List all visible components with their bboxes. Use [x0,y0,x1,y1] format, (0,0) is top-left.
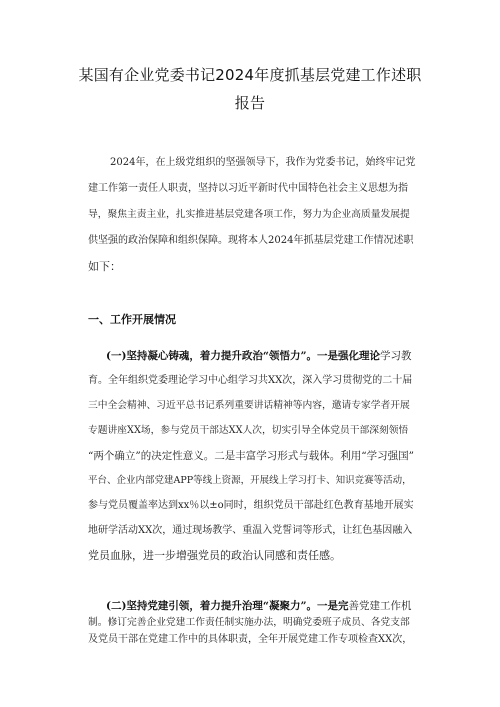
intro-line: 导，聚焦主责主业，扎实推进基层党建各项工作，努力为企业高质量发展提 [88,209,410,220]
subsection-1-lead-tail: 学习教 [380,350,412,362]
subsection-2-lead-line [106,599,414,613]
subsection-2-line: 及党员干部在党建工作中的具体职责，全年开展党建工作专项检查XX次， [88,634,413,645]
intro-line: 2024年，在上级党组织的坚强领导下，我作为党委书记，始终牢记党 [110,157,416,168]
section-heading: 一、工作开展情况 [88,313,176,326]
document-title-line2: 报告 [234,94,266,112]
intro-line: 供坚强的政治保障和组织保障。现将本人2024年抓基层党建工作情况述职 [88,235,414,246]
subsection-1-line: 三中全会精神、习近平总书记系列重要讲话精神等内容，邀请专家学者开展 [88,400,410,411]
subsection-1-bold-lead: (一)坚持凝心铸魂，着力提升政治“领悟力”。一是强化理论 [106,350,381,362]
subsection-1-line: 参与党员覆盖率达到xx％以±o同时，组织党员干部赴红色教育基地开展实 [88,500,414,511]
subsection-1-line: 党员血脉，进一步增强党员的政治认同感和责任感。 [88,549,341,562]
subsection-1-line: 专题讲座XX场，参与党员干部达XX人次，切实引导全体党员干部深刻领悟 [88,425,409,436]
subsection-2-bold-lead: (二)坚持党建引领，着力提升治理“凝聚力”。一是完 [106,600,349,612]
subsection-1-line: “两个确立”的决定性意义。二是丰富学习形式与载体。利用“学习强国” [88,450,414,462]
subsection-1-line: 平台、企业内部党建APP等线上资源，开展线上学习打卡、知识竞赛等活动， [88,475,412,486]
subsection-2-line: 制。修订完善企业党建工作责任制实施办法，明确党委班子成员、各党支部 [88,617,410,628]
intro-line: 如下： [88,260,121,273]
subsection-2-lead-tail: 善党建工作机 [348,600,412,612]
intro-line: 建工作第一责任人职责，坚持以习近平新时代中国特色社会主义思想为指 [88,183,408,194]
subsection-1-lead-line [106,349,414,363]
subsection-1-line: 育。全年组织党委理论学习中心组学习共XX次，深入学习贯彻党的二十届 [88,375,413,386]
subsection-1-line: 地研学活动XX次，通过现场教学、重温入党誓词等形式，让红色基因融入 [88,525,413,536]
document-title-line1: 某国有企业党委书记2024年度抓基层党建工作述职 [78,66,422,84]
